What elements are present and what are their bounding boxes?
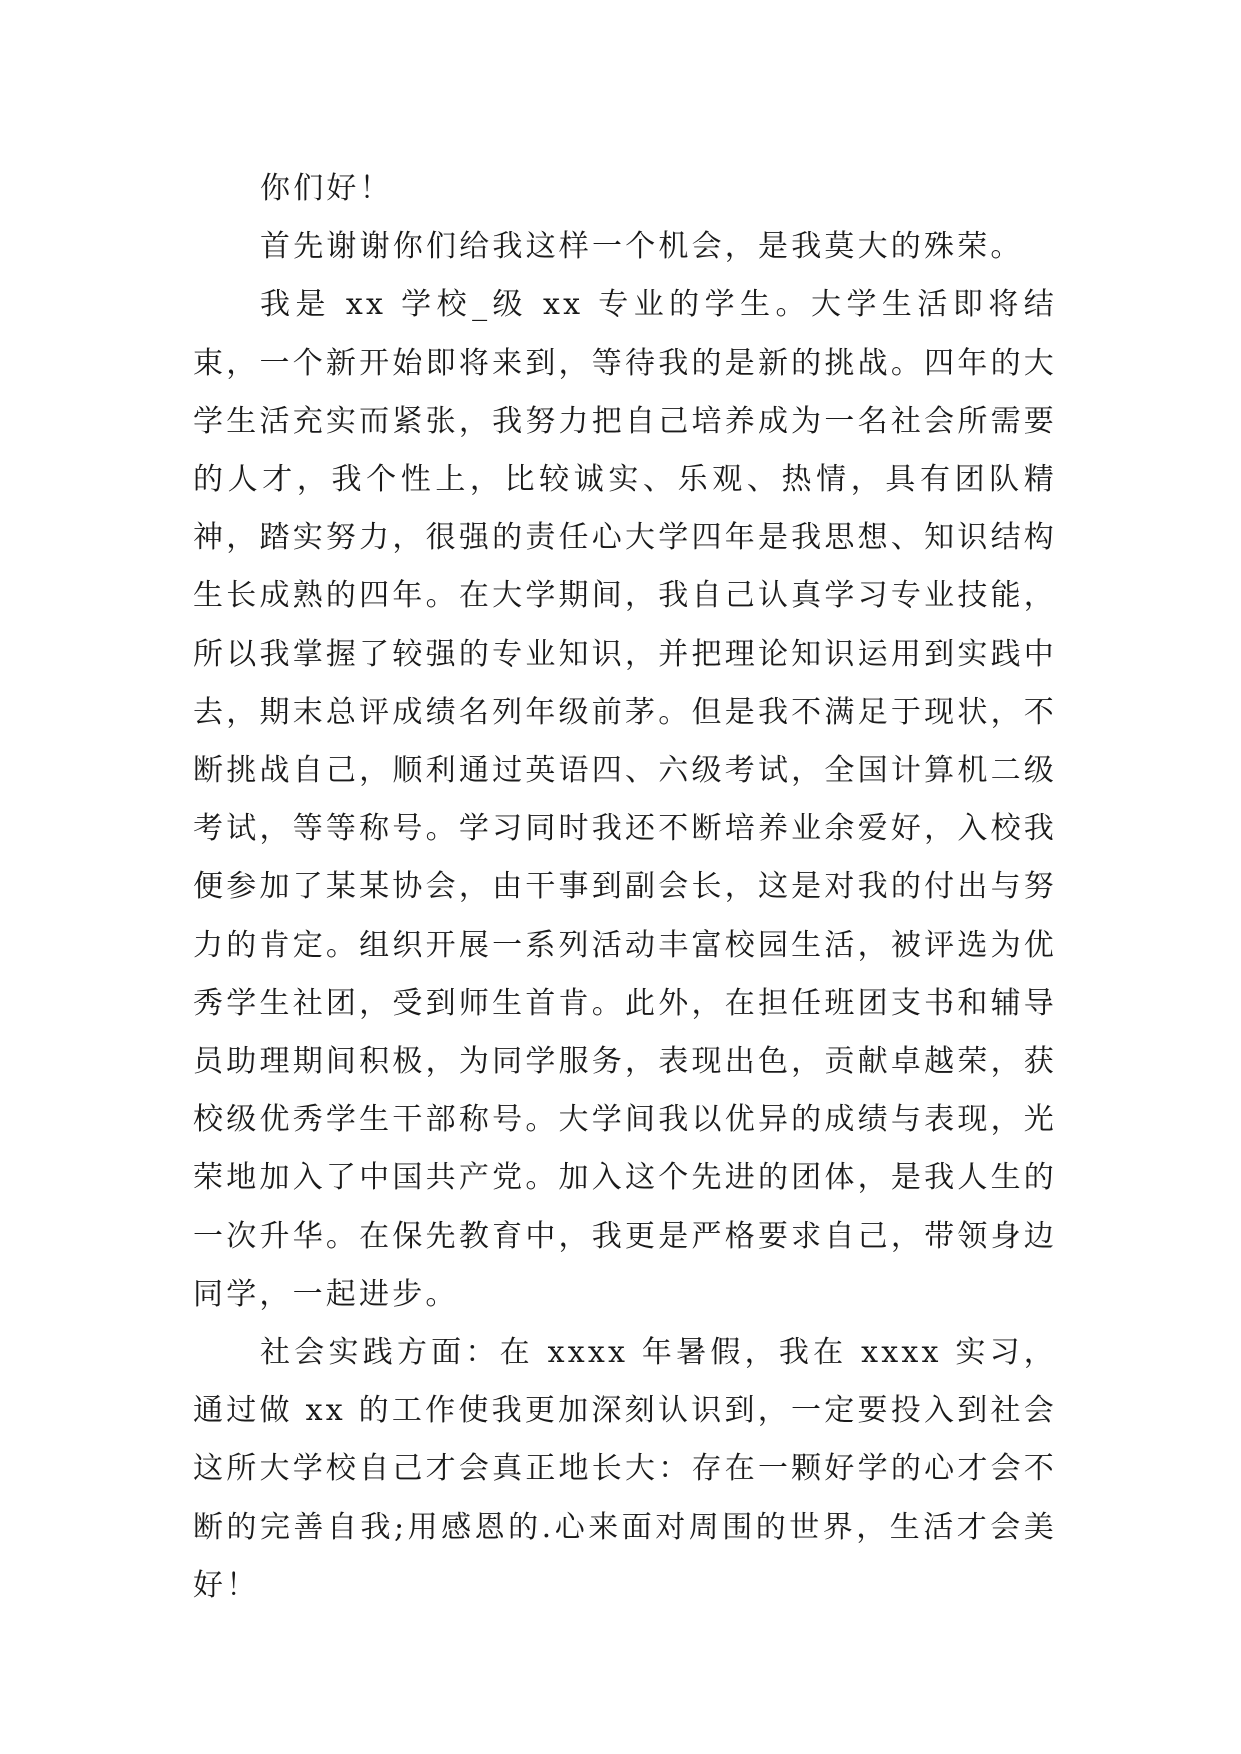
paragraph-greeting: 你们好！ [260, 171, 393, 206]
paragraph-thanks: 首先谢谢你们给我这样一个机会，是我莫大的殊荣。 [260, 229, 1024, 265]
document-body [193, 160, 1057, 1615]
paragraph-social-practice: 社会实践方面：在 xxxx 年暑假，我在 xxxx 实习，通过做 xx 的工作使我更加深刻认识到，一定要投入到社会这所大学校自己才会真正地长大：存在一颗好学的心才会不断的完善自我;用感恩的.心来面对周围的世界，生活才会美好！ [193, 1335, 1057, 1603]
paragraph-self-introduction: 我是 xx 学校_级 xx 专业的学生。大学生活即将结束，一个新开始即将来到，等待我的是新的挑战。四年的大学生活充实而紧张，我努力把自己培养成为一名社会所需要的人才，我个性上，比较诚实、乐观、热情，具有团队精神，踏实努力，很强的责任心大学四年是我思想、知识结构生长成熟的四年。在大学期间，我自己认真学习专业技能，所以我掌握了较强的专业知识，并把理论知识运用到实践中去，期末总评成绩名列年级前茅。但是我不满足于现状，不断挑战自己，顺利通过英语四、六级考试，全国计算机二级考试，等等称号。学习同时我还不断培养业余爱好，入校我便参加了某某协会，由干事到副会长，这是对我的付出与努力的肯定。组织开展一系列活动丰富校园生活，被评选为优秀学生社团，受到师生首肯。此外，在担任班团支书和辅导员助理期间积极，为同学服务，表现出色，贡献卓越荣，获校级优秀学生干部称号。大学间我以优异的成绩与表现，光荣地加入了中国共产党。加入这个先进的团体，是我人生的一次升华。在保先教育中，我更是严格要求自己，带领身边同学，一起进步。 [193, 287, 1057, 1312]
